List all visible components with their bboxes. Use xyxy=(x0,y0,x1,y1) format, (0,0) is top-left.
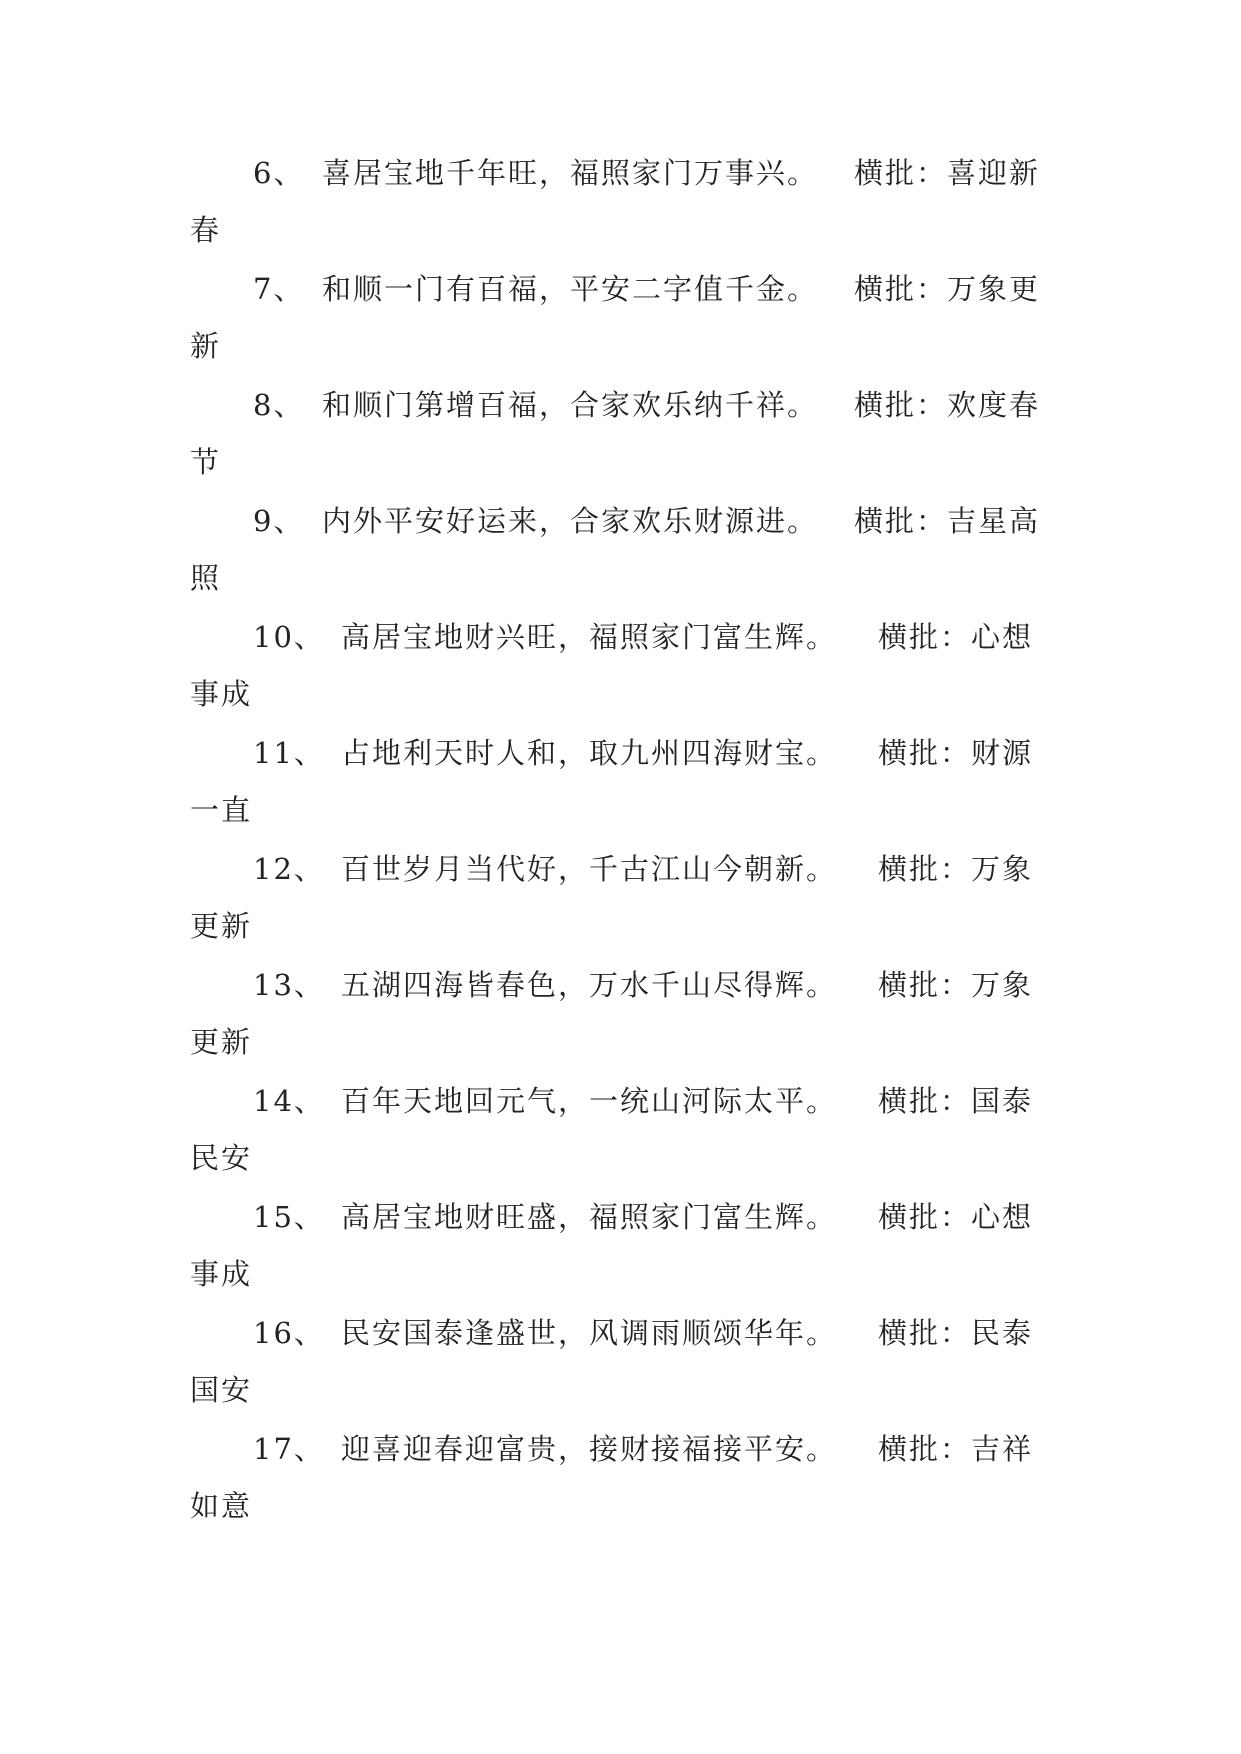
couplet-text: 喜居宝地千年旺，福照家门万事兴。 xyxy=(322,156,819,190)
banner-text: 横批：万象 xyxy=(878,852,1034,886)
couplet-item-10 xyxy=(190,617,1050,733)
couplet-text: 五湖四海皆春色，万水千山尽得辉。 xyxy=(341,968,838,1002)
couplet-text: 百世岁月当代好，千古江山今朝新。 xyxy=(341,852,838,886)
item-number: 15、 xyxy=(253,1200,325,1234)
banner-continued: 一直 xyxy=(190,793,253,827)
item-number: 13、 xyxy=(253,968,325,1002)
item-number: 6、 xyxy=(253,156,305,190)
item-number: 17、 xyxy=(253,1432,325,1466)
couplet-text: 占地利天时人和，取九州四海财宝。 xyxy=(341,736,838,770)
item-number: 11、 xyxy=(253,736,325,770)
banner-text: 横批：吉星高 xyxy=(854,504,1041,538)
banner-continued: 更新 xyxy=(190,1025,253,1059)
banner-text: 横批：万象更 xyxy=(854,272,1041,306)
couplet-item-13 xyxy=(190,965,1050,1081)
couplet-text: 内外平安好运来，合家欢乐财源进。 xyxy=(322,504,819,538)
couplet-text: 和顺门第增百福，合家欢乐纳千祥。 xyxy=(322,388,819,422)
couplet-text: 百年天地回元气，一统山河际太平。 xyxy=(341,1084,838,1118)
couplet-item-17 xyxy=(190,1429,1050,1545)
banner-continued: 新 xyxy=(190,329,222,363)
banner-text: 横批：心想 xyxy=(878,1200,1034,1234)
couplet-text: 和顺一门有百福，平安二字值千金。 xyxy=(322,272,819,306)
banner-continued: 事成 xyxy=(190,1257,253,1291)
couplet-item-11 xyxy=(190,733,1050,849)
couplet-text: 高居宝地财兴旺，福照家门富生辉。 xyxy=(341,620,838,654)
item-number: 12、 xyxy=(253,852,325,886)
item-number: 8、 xyxy=(253,388,305,422)
banner-continued: 春 xyxy=(190,213,222,247)
couplet-list xyxy=(190,153,1050,1545)
banner-continued: 民安 xyxy=(190,1141,253,1175)
banner-continued: 照 xyxy=(190,561,222,595)
banner-continued: 如意 xyxy=(190,1489,253,1523)
banner-text: 横批：国泰 xyxy=(878,1084,1034,1118)
banner-text: 横批：民泰 xyxy=(878,1316,1034,1350)
item-number: 9、 xyxy=(253,504,305,538)
couplet-item-16 xyxy=(190,1313,1050,1429)
couplet-item-15 xyxy=(190,1197,1050,1313)
banner-text: 横批：喜迎新 xyxy=(854,156,1041,190)
couplet-text: 民安国泰逢盛世，风调雨顺颂华年。 xyxy=(341,1316,838,1350)
couplet-text: 高居宝地财旺盛，福照家门富生辉。 xyxy=(341,1200,838,1234)
banner-text: 横批：财源 xyxy=(878,736,1034,770)
banner-text: 横批：吉祥 xyxy=(878,1432,1034,1466)
couplet-item-7 xyxy=(190,269,1050,385)
banner-text: 横批：欢度春 xyxy=(854,388,1041,422)
banner-text: 横批：心想 xyxy=(878,620,1034,654)
banner-continued: 节 xyxy=(190,445,222,479)
item-number: 10、 xyxy=(253,620,325,654)
couplet-item-9 xyxy=(190,501,1050,617)
couplet-item-14 xyxy=(190,1081,1050,1197)
couplet-item-8 xyxy=(190,385,1050,501)
banner-continued: 国安 xyxy=(190,1373,253,1407)
couplet-item-12 xyxy=(190,849,1050,965)
item-number: 7、 xyxy=(253,272,305,306)
banner-text: 横批：万象 xyxy=(878,968,1034,1002)
banner-continued: 事成 xyxy=(190,677,253,711)
banner-continued: 更新 xyxy=(190,909,253,943)
item-number: 14、 xyxy=(253,1084,325,1118)
item-number: 16、 xyxy=(253,1316,325,1350)
couplet-text: 迎喜迎春迎富贵，接财接福接平安。 xyxy=(341,1432,838,1466)
couplet-item-6 xyxy=(190,153,1050,269)
